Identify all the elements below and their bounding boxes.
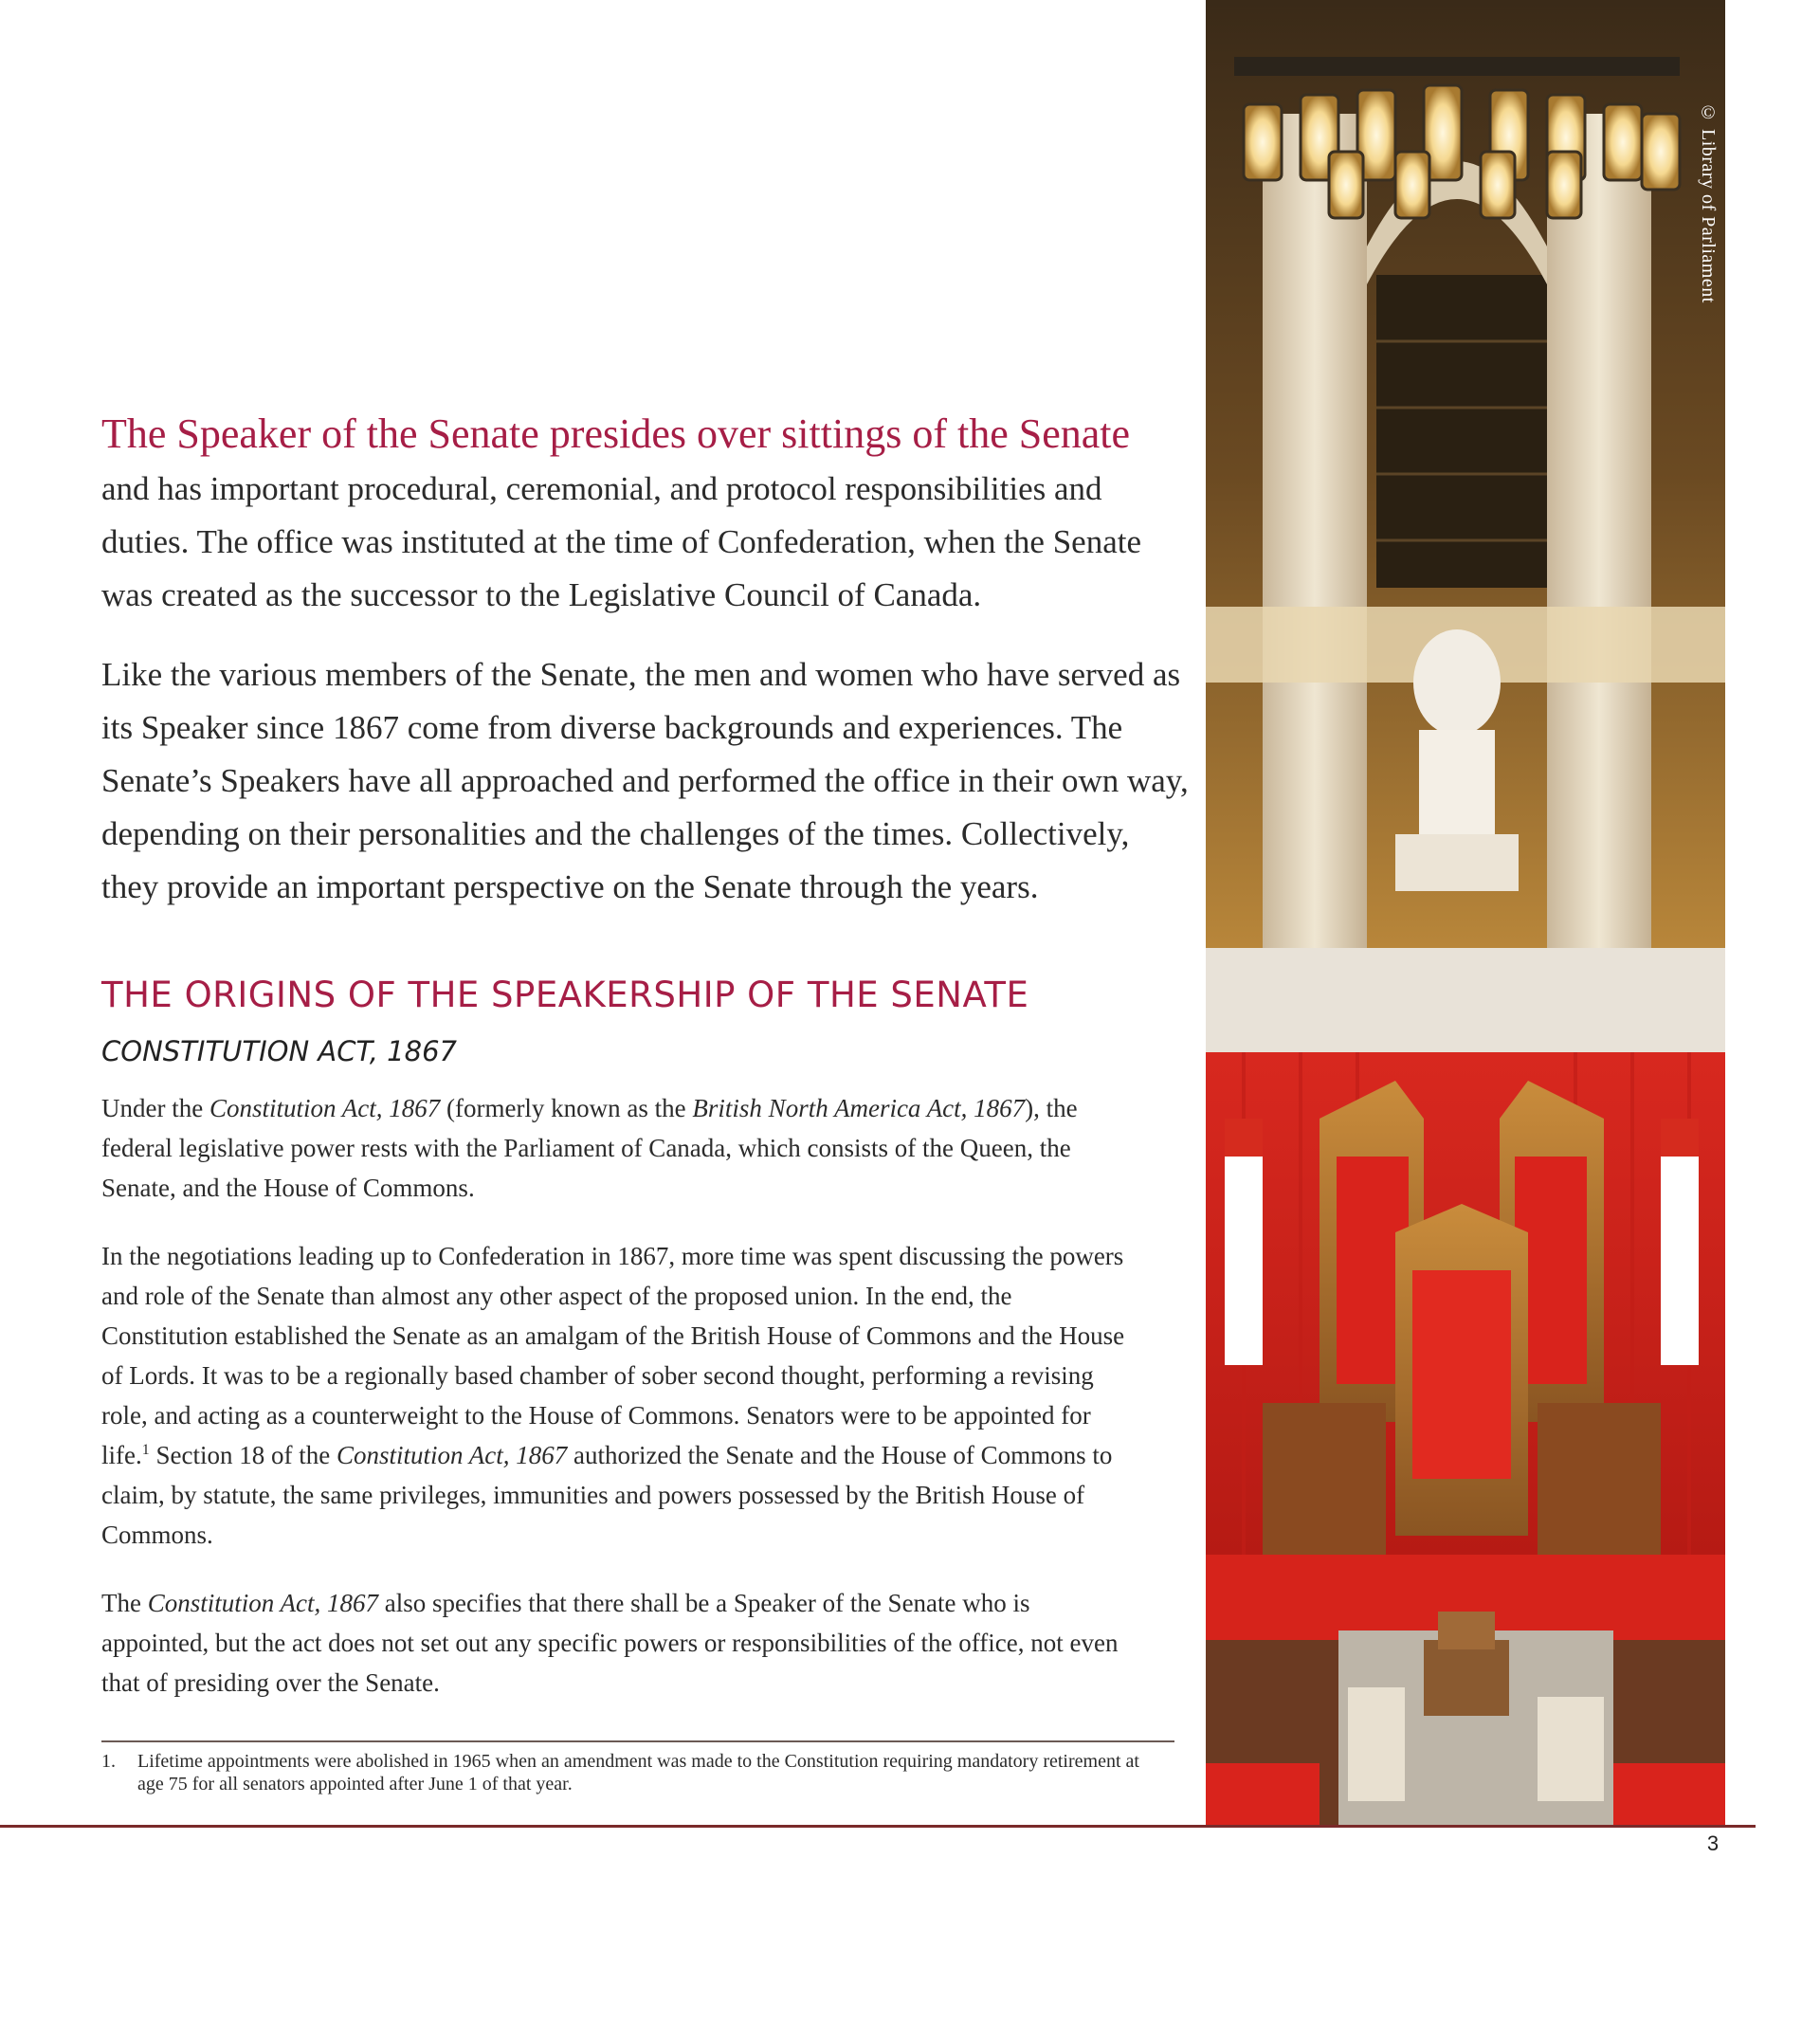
page-bottom-rule [0, 1825, 1756, 1828]
text-run: In the negotiations leading up to Confederation in 1867, more time was spent discussing the powers and role of the Senate than almost any other aspect of the proposed union. In the end, the Constitution established the Senate as an amalgam of the British House of Commons and the House of Lords. It was to be a regionally based chamber of sober second thought, performing a revising role, and acting as a counterweight to the House of Commons. Senators were to be appointed for life. [101, 1242, 1125, 1469]
footnote-number: 1. [101, 1751, 116, 1772]
footnote-divider [101, 1740, 1174, 1742]
text-run: authorized the Senate and the House of Commons to claim, by statute, the same privileges, immunities and powers possessed by the British House of Commons. [101, 1441, 1113, 1549]
photo-credit: © Library of Parliament [1698, 102, 1719, 303]
text-run: The [101, 1589, 148, 1617]
footnote-text: Lifetime appointments were abolished in 1965 when an amendment was made to the Constitution requiring mandatory retirement at age 75 for all senators appointed after June 1 of that year. [137, 1751, 1139, 1794]
text-run: (formerly known as the [440, 1094, 693, 1122]
intro-section [101, 408, 1192, 940]
act-title: Constitution Act, 1867 [147, 1589, 378, 1617]
act-title: Constitution Act, 1867 [336, 1441, 568, 1469]
intro-lead-paragraph [101, 408, 1192, 622]
footnote [101, 1750, 1163, 1795]
text-run: also specifies that there shall be a Speaker of the Senate who is appointed, but the act does not set out any specific powers or responsibilities of the office, not even that of presiding over the Senate. [101, 1589, 1119, 1697]
section-title: THE ORIGINS OF THE SPEAKERSHIP OF THE SENATE [101, 975, 1029, 1015]
body-paragraph-2 [101, 1236, 1125, 1555]
act-title: Constitution Act, 1867 [209, 1094, 441, 1122]
section-body [101, 1088, 1125, 1731]
senate-chamber-photo [1206, 0, 1725, 1825]
intro-lead-rest: and has important procedural, ceremonial, and protocol responsibilities and duties. The office was instituted at the time of Confederation, when the Senate was created as the successor to the Legislative Council of Canada. [101, 470, 1142, 613]
intro-paragraph-2: Like the various members of the Senate, the men and women who have served as its Speaker since 1867 come from diverse backgrounds and experiences. The Senate’s Speakers have all approached and performed the office in their own way, depending on their personalities and the challenges of the times. Collectively, they provide an important perspective on the Senate through the years. [101, 656, 1189, 905]
body-paragraph-1 [101, 1088, 1125, 1208]
act-title: British North America Act, 1867 [692, 1094, 1026, 1122]
footnote-reference[interactable]: 1 [141, 1442, 150, 1458]
text-run: Under the [101, 1094, 209, 1122]
intro-lead-highlight: The Speaker of the Senate presides over sittings of the Senate [101, 410, 1131, 457]
section-subheading: CONSTITUTION ACT, 1867 [101, 1035, 457, 1067]
text-run: ), the federal legislative power rests with the Parliament of Canada, which consists of the Queen, the Senate, and the House of Commons. [101, 1094, 1078, 1202]
senate-chamber-illustration [1206, 0, 1725, 1825]
text-run: Section 18 of the [149, 1441, 337, 1469]
page-number: 3 [1706, 1831, 1720, 1855]
body-paragraph-3 [101, 1583, 1125, 1703]
